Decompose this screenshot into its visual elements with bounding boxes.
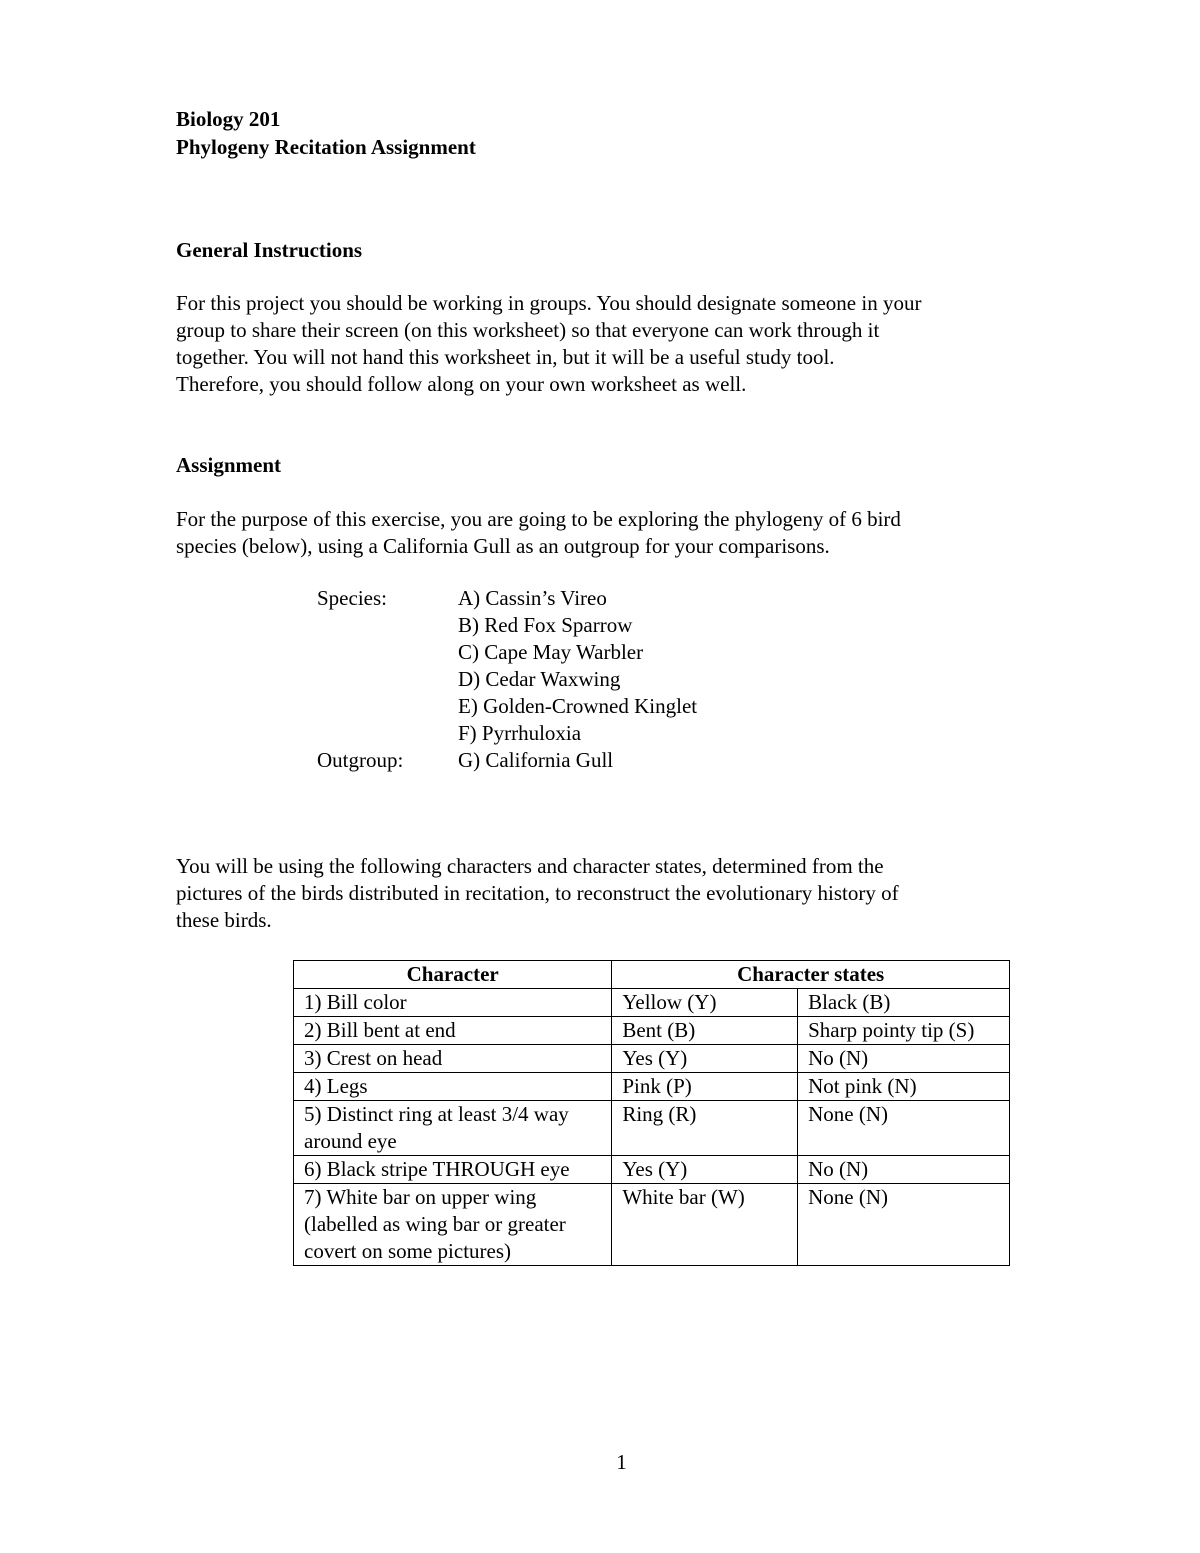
cell-state-1: Yes (Y) xyxy=(612,1156,798,1184)
species-item: F) Pyrrhuloxia xyxy=(458,721,582,745)
characters-intro-paragraph xyxy=(176,853,1036,934)
characters-intro-line: You will be using the following characters and character states, determined from the xyxy=(176,854,884,878)
cell-state-2: No (N) xyxy=(798,1156,1010,1184)
cell-state-1: Ring (R) xyxy=(612,1101,798,1156)
species-item: C) Cape May Warbler xyxy=(458,640,644,664)
general-instructions-paragraph xyxy=(176,290,1036,398)
cell-state-2: Sharp pointy tip (S) xyxy=(798,1017,1010,1045)
cell-character: 1) Bill color xyxy=(294,989,612,1017)
characters-intro-line: these birds. xyxy=(176,908,272,932)
general-line: together. You will not hand this worksheet in, but it will be a useful study tool. xyxy=(176,345,835,369)
general-line: Therefore, you should follow along on your own worksheet as well. xyxy=(176,372,747,396)
assignment-title: Phylogeny Recitation Assignment xyxy=(176,135,476,159)
cell-state-1: Bent (B) xyxy=(612,1017,798,1045)
species-item: D) Cedar Waxwing xyxy=(458,667,621,691)
table-row xyxy=(294,1184,1010,1266)
species-list xyxy=(458,585,697,774)
table-row xyxy=(294,1073,1010,1101)
cell-state-2: Not pink (N) xyxy=(798,1073,1010,1101)
characters-table xyxy=(293,960,1010,1266)
cell-state-1: Yes (Y) xyxy=(612,1045,798,1073)
table-row xyxy=(294,1017,1010,1045)
species-label: Species: xyxy=(317,586,387,610)
general-instructions-heading: General Instructions xyxy=(176,238,363,262)
table-row xyxy=(294,1101,1010,1156)
table-row xyxy=(294,1156,1010,1184)
general-line: For this project you should be working in groups. You should designate someone in your xyxy=(176,291,922,315)
general-line: group to share their screen (on this worksheet) so that everyone can work through it xyxy=(176,318,880,342)
cell-state-1: Yellow (Y) xyxy=(612,989,798,1017)
assignment-paragraph xyxy=(176,506,1036,560)
cell-state-1: Pink (P) xyxy=(612,1073,798,1101)
species-item: A) Cassin’s Vireo xyxy=(458,586,607,610)
table-header-row xyxy=(294,961,1010,989)
cell-character: 3) Crest on head xyxy=(294,1045,612,1073)
cell-state-2: No (N) xyxy=(798,1045,1010,1073)
assignment-line: For the purpose of this exercise, you are going to be exploring the phylogeny of 6 bird xyxy=(176,507,901,531)
assignment-heading: Assignment xyxy=(176,453,282,477)
table-row xyxy=(294,989,1010,1017)
species-item: B) Red Fox Sparrow xyxy=(458,613,633,637)
table-row xyxy=(294,1045,1010,1073)
cell-character: 6) Black stripe THROUGH eye xyxy=(294,1156,612,1184)
characters-intro-line: pictures of the birds distributed in recitation, to reconstruct the evolutionary history of xyxy=(176,881,899,905)
cell-character: 7) White bar on upper wing (labelled as wing bar or greater covert on some pictures) xyxy=(294,1184,612,1266)
cell-character: 4) Legs xyxy=(294,1073,612,1101)
cell-state-2: None (N) xyxy=(798,1101,1010,1156)
species-item: E) Golden-Crowned Kinglet xyxy=(458,694,698,718)
cell-character: 2) Bill bent at end xyxy=(294,1017,612,1045)
cell-state-2: None (N) xyxy=(798,1184,1010,1266)
assignment-line: species (below), using a California Gull as an outgroup for your comparisons. xyxy=(176,534,830,558)
course-title: Biology 201 xyxy=(176,107,281,131)
outgroup-label: Outgroup: xyxy=(317,748,404,772)
cell-character: 5) Distinct ring at least 3/4 way around eye xyxy=(294,1101,612,1156)
cell-state-2: Black (B) xyxy=(798,989,1010,1017)
page-number: 1 xyxy=(616,1450,627,1474)
header-character-states: Character states xyxy=(612,961,1010,989)
outgroup-item: G) California Gull xyxy=(458,748,614,772)
header-character: Character xyxy=(294,961,612,989)
cell-state-1: White bar (W) xyxy=(612,1184,798,1266)
